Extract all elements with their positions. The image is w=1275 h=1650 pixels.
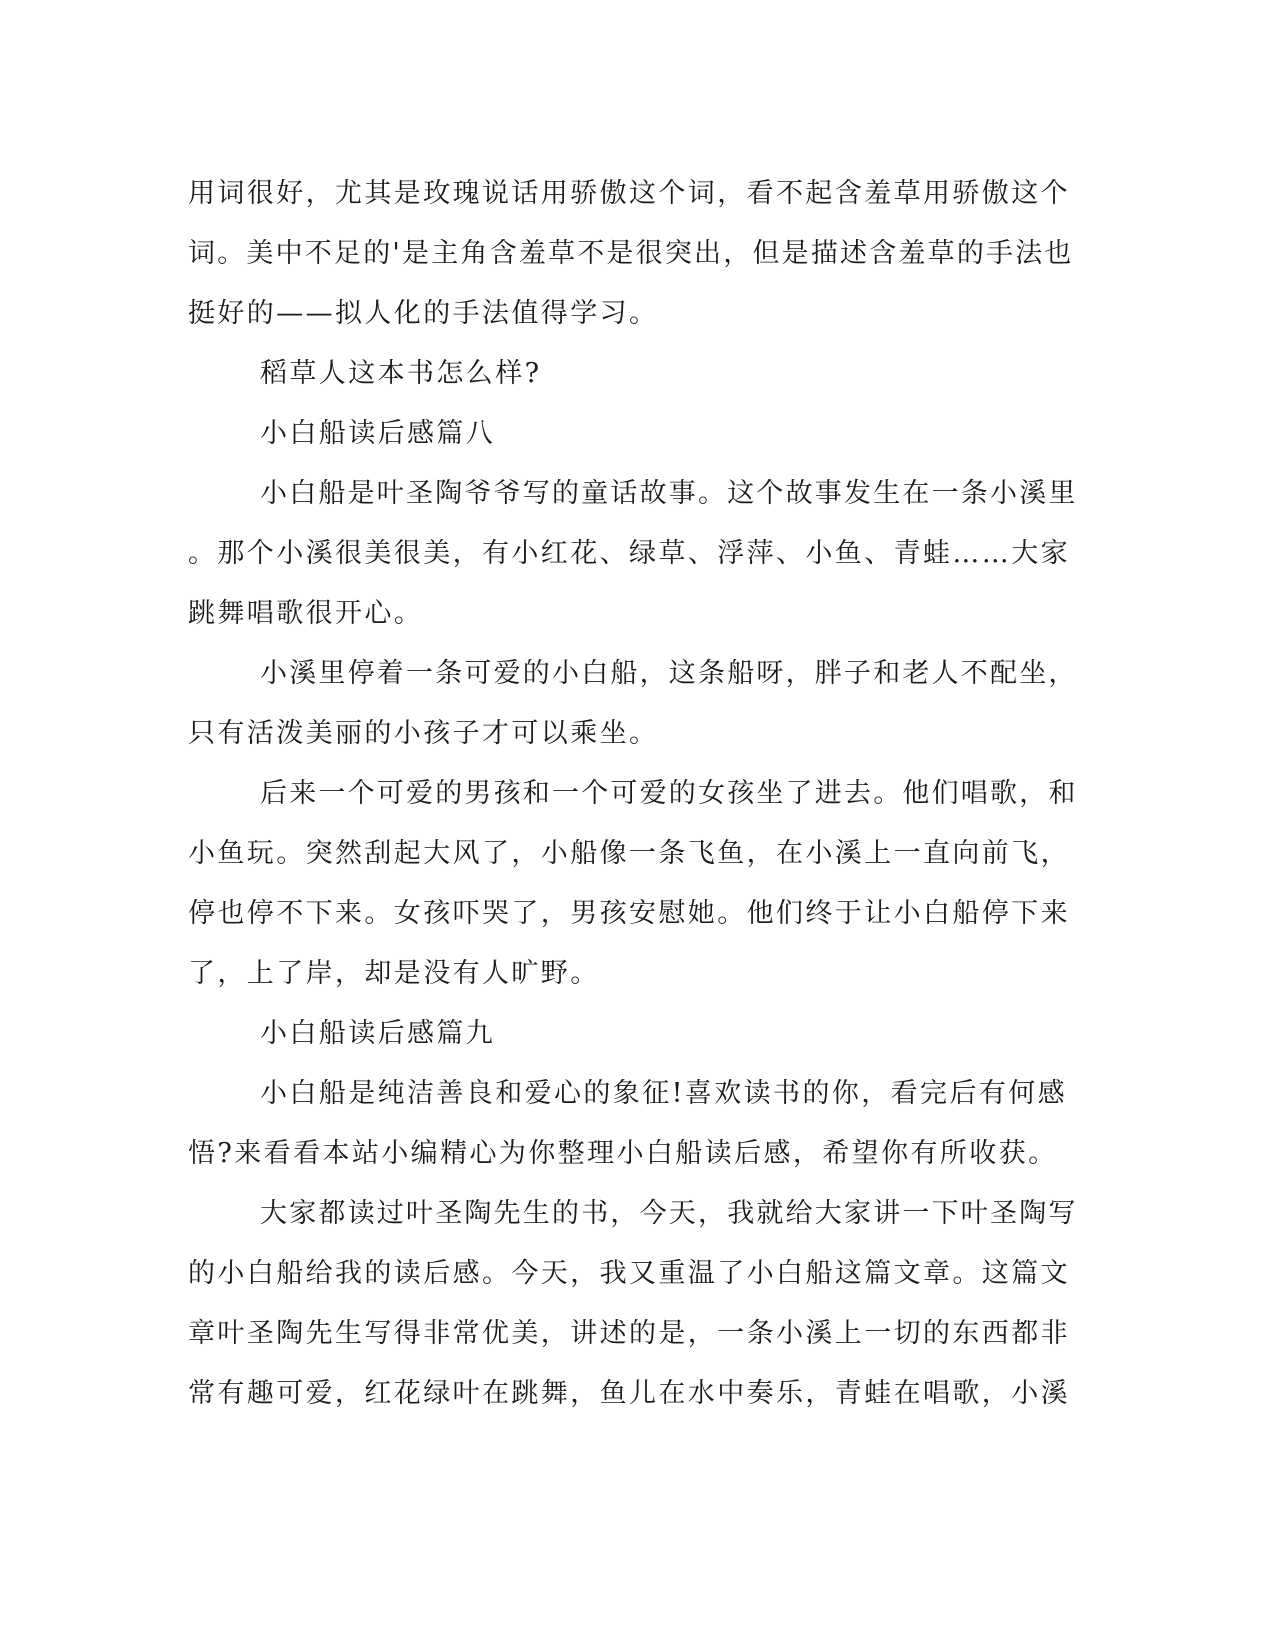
text-line: 用词很好，尤其是玫瑰说话用骄傲这个词，看不起含羞草用骄傲这个 <box>188 178 1070 209</box>
section-heading: 小白船读后感篇八 <box>260 418 496 449</box>
text-line: 小鱼玩。突然刮起大风了，小船像一条飞鱼，在小溪上一直向前飞， <box>188 838 1070 869</box>
text-line: 小溪里停着一条可爱的小白船，这条船呀，胖子和老人不配坐， <box>260 658 1078 689</box>
text-line: 小白船是纯洁善良和爱心的象征!喜欢读书的你，看完后有何感 <box>260 1078 1068 1109</box>
text-line: 悟?来看看本站小编精心为你整理小白船读后感，希望你有所收获。 <box>188 1138 1058 1169</box>
text-line: 词。美中不足的'是主角含羞草不是很突出，但是描述含羞草的手法也 <box>188 238 1074 269</box>
text-line: 大家都读过叶圣陶先生的书，今天，我就给大家讲一下叶圣陶写 <box>260 1198 1078 1229</box>
text-line: 小白船是叶圣陶爷爷写的童话故事。这个故事发生在一条小溪里 <box>260 478 1078 509</box>
text-line: 章叶圣陶先生写得非常优美，讲述的是，一条小溪上一切的东西都非 <box>188 1318 1070 1349</box>
text-line: 挺好的——拟人化的手法值得学习。 <box>188 298 659 329</box>
text-line: 常有趣可爱，红花绿叶在跳舞，鱼儿在水中奏乐，青蛙在唱歌，小溪 <box>188 1378 1070 1409</box>
text-line: 。那个小溪很美很美，有小红花、绿草、浮萍、小鱼、青蛙……大家 <box>188 538 1070 569</box>
text-line: 跳舞唱歌很开心。 <box>188 598 424 629</box>
text-line: 的小白船给我的读后感。今天，我又重温了小白船这篇文章。这篇文 <box>188 1258 1070 1289</box>
text-line: 后来一个可爱的男孩和一个可爱的女孩坐了进去。他们唱歌，和 <box>260 778 1078 809</box>
text-line: 只有活泼美丽的小孩子才可以乘坐。 <box>188 718 659 749</box>
text-line: 了，上了岸，却是没有人旷野。 <box>188 958 600 989</box>
section-heading: 小白船读后感篇九 <box>260 1018 496 1049</box>
body-text <box>188 164 1078 1424</box>
text-line: 停也停不下来。女孩吓哭了，男孩安慰她。他们终于让小白船停下来 <box>188 898 1070 929</box>
text-line: 稻草人这本书怎么样? <box>260 358 542 389</box>
